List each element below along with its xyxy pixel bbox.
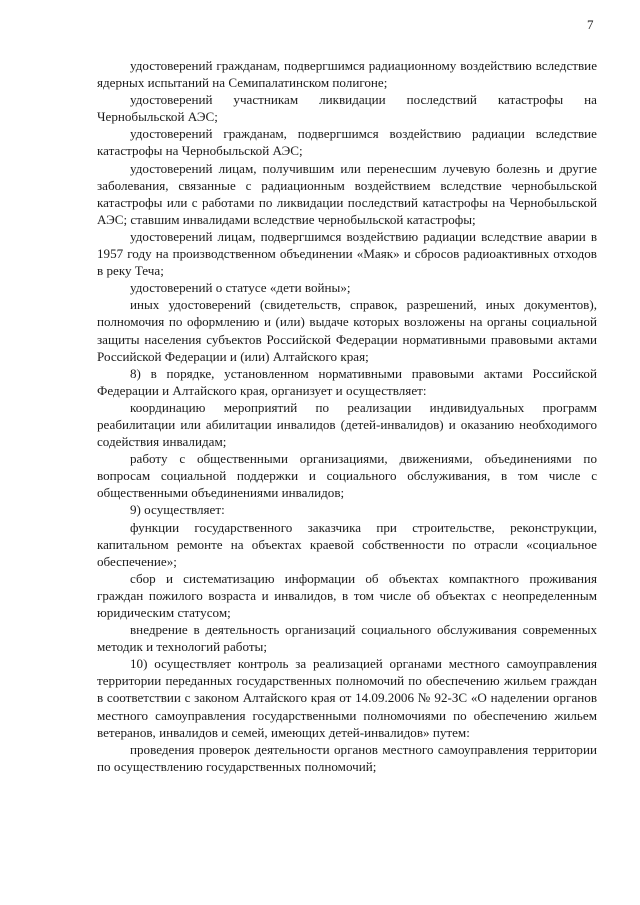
paragraph: удостоверений лицам, получившим или перенесшим лучевую болезнь и другие заболевания, связанные с радиационным воздействием вследствие чернобыльской катастрофы или с работами по ликвидации последствий катастрофы на Чернобыльской АЭС; ставшим инвалидами вследствие чернобыльской катастрофы; (97, 160, 597, 227)
paragraph: удостоверений лицам, подвергшимся воздействию радиации вследствие аварии в 1957 году на производственном объединении «Маяк» и сбросов радиоактивных отходов в реку Теча; (97, 228, 597, 279)
document-body (97, 57, 597, 775)
paragraph: координацию мероприятий по реализации индивидуальных программ реабилитации или абилитации инвалидов (детей-инвалидов) и оказанию необходимого содействия инвалидам; (97, 399, 597, 450)
paragraph: внедрение в деятельность организаций социального обслуживания современных методик и технологий работы; (97, 622, 597, 655)
paragraph: иных удостоверений (свидетельств, справок, разрешений, иных документов), полномочия по оформлению и (или) выдаче которых возложены на органы социальной защиты населения субъектов Российской Федерации нормативными правовыми актами Российской Федерации и (или) Алтайского края; (97, 297, 597, 364)
paragraph: сбор и систематизацию информации об объектах компактного проживания граждан пожилого возраста и инвалидов, в том числе об объектах с неопределенным юридическим статусом; (97, 570, 597, 620)
page-number: 7 (587, 17, 594, 32)
paragraph: 8) в порядке, установленном нормативными правовыми актами Российской Федерации и Алтайского края, организует и осуществляет: (97, 365, 597, 398)
paragraph: 10) осуществляет контроль за реализацией органами местного самоуправления территории переданных государственных полномочий по обеспечению жильем граждан в соответствии с законом Алтайского края от 14.09.2006 № 92-ЗС «О наделении органов местного самоуправления государственными полномочиями по обеспечению жильем ветеранов, инвалидов и семей, имеющих детей-инвалидов» путем: (97, 656, 597, 740)
paragraph: удостоверений о статусе «дети войны»; (130, 280, 351, 296)
paragraph: удостоверений гражданам, подвергшимся радиационному воздействию вследствие ядерных испытаний на Семипалатинском полигоне; (97, 58, 597, 91)
paragraph: 9) осуществляет: (130, 502, 225, 518)
paragraph: удостоверений участникам ликвидации последствий катастрофы на Чернобыльской АЭС; (97, 92, 597, 125)
paragraph: работу с общественными организациями, движениями, объединениями по вопросам социальной поддержки и социального обслуживания, в том числе с общественными объединениями инвалидов; (97, 451, 597, 501)
paragraph: функции государственного заказчика при строительстве, реконструкции, капитальном ремонте на объектах краевой собственности по отрасли «социальное обеспечение»; (97, 519, 597, 569)
paragraph: проведения проверок деятельности органов местного самоуправления территории по осуществлению государственных полномочий; (97, 741, 597, 774)
paragraph: удостоверений гражданам, подвергшимся воздействию радиации вследствие катастрофы на Чернобыльской АЭС; (97, 126, 597, 159)
